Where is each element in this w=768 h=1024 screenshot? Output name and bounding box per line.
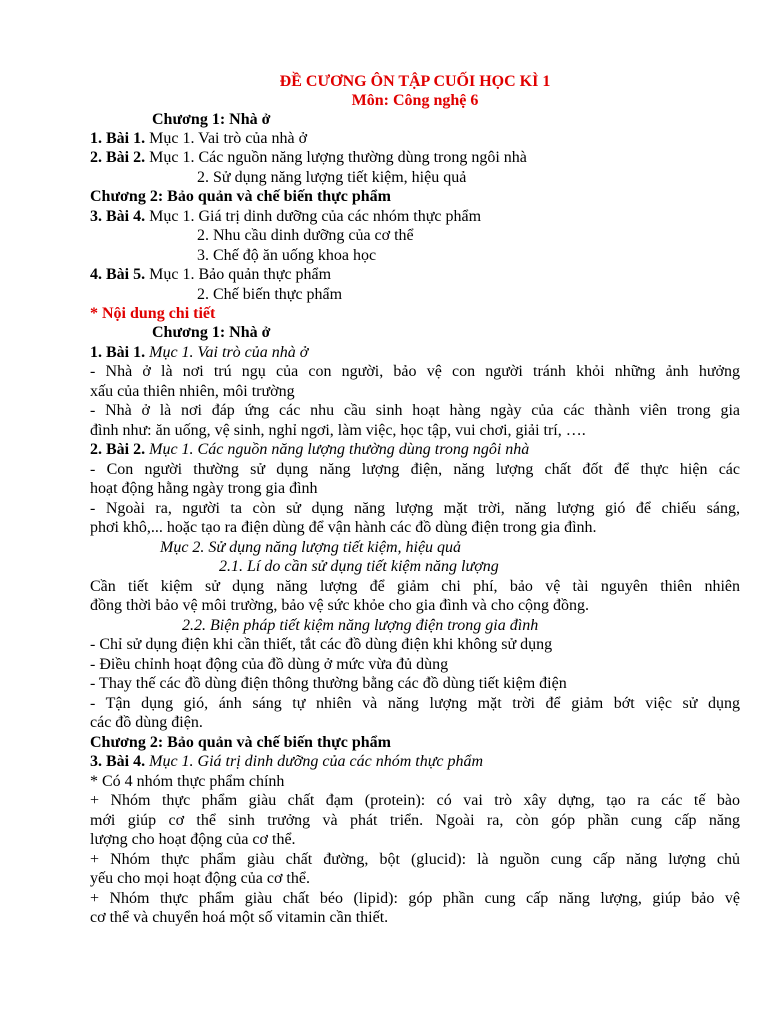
outline-chapter-2: Chương 2: Bảo quản và chế biến thực phẩm bbox=[90, 188, 392, 205]
paragraph-line: mới giúp cơ thể sinh trưởng và phát triển. Ngoài ra, còn góp phần cung cấp năng bbox=[90, 812, 740, 829]
paragraph-line: hoạt động hằng ngày trong gia đình bbox=[90, 480, 318, 497]
paragraph-line: yếu cho mọi hoạt động của cơ thể. bbox=[90, 870, 310, 887]
detail-item-bai-2 bbox=[90, 440, 740, 460]
paragraph-line: Cần tiết kiệm sử dụng năng lượng để giảm chi phí, bảo vệ tài nguyên thiên nhiên bbox=[90, 578, 740, 595]
paragraph-line: - Nhà ở là nơi đáp ứng các nhu cầu sinh hoạt hàng ngày của các thành viên trong gia bbox=[90, 402, 740, 419]
bullet-line: - Thay thế các đồ dùng điện thông thường bằng các đồ dùng tiết kiệm điện bbox=[90, 675, 567, 692]
detail-chapter-1: Chương 1: Nhà ở bbox=[152, 324, 271, 341]
outline-subitem: 2. Chế biến thực phẩm bbox=[197, 286, 343, 303]
item-text: Mục 1. Giá trị dinh dưỡng của các nhóm thực phẩm bbox=[145, 753, 484, 770]
paragraph-line: + Nhóm thực phẩm giàu chất đường, bột (glucid): là nguồn cung cấp năng lượng chủ bbox=[90, 851, 740, 868]
item-number: 3. Bài 4. bbox=[90, 753, 146, 770]
item-number: 4. Bài 5. bbox=[90, 266, 146, 283]
paragraph-line: - Con người thường sử dụng năng lượng điện, năng lượng chất đốt để thực hiện các bbox=[90, 461, 740, 478]
outline-item-bai-4 bbox=[90, 207, 740, 227]
item-text: Mục 1. Bảo quản thực phẩm bbox=[145, 266, 332, 283]
detail-item-bai-1 bbox=[90, 343, 740, 363]
paragraph-line: + Nhóm thực phẩm giàu chất béo (lipid): góp phần cung cấp năng lượng, giúp bảo vệ bbox=[90, 890, 740, 907]
item-number: 2. Bài 2. bbox=[90, 441, 146, 458]
outline-subitem: 2. Nhu cầu dinh dưỡng của cơ thể bbox=[197, 227, 414, 244]
item-number: 1. Bài 1. bbox=[90, 344, 146, 361]
subsection-2-2: 2.2. Biện pháp tiết kiệm năng lượng điện trong gia đình bbox=[182, 617, 539, 634]
outline-item-bai-2 bbox=[90, 148, 740, 168]
item-number: 1. Bài 1. bbox=[90, 130, 146, 147]
item-number: 3. Bài 4. bbox=[90, 208, 146, 225]
item-text: Mục 1. Các nguồn năng lượng thường dùng trong ngôi nhà bbox=[145, 149, 527, 166]
paragraph-line: - Nhà ở là nơi trú ngụ của con người, bảo vệ con người tránh khỏi những ảnh hưởng bbox=[90, 363, 740, 380]
outline-chapter-1: Chương 1: Nhà ở bbox=[152, 111, 271, 128]
detail-heading: * Nội dung chi tiết bbox=[90, 305, 216, 322]
document-title: ĐỀ CƯƠNG ÔN TẬP CUỐI HỌC KÌ 1 bbox=[279, 73, 551, 90]
paragraph-line: xấu của thiên nhiên, môi trường bbox=[90, 383, 295, 400]
item-text: Mục 1. Vai trò của nhà ở bbox=[145, 130, 308, 147]
outline-subitem: 2. Sử dụng năng lượng tiết kiệm, hiệu quả bbox=[197, 169, 467, 186]
bullet-line: - Tận dụng gió, ánh sáng tự nhiên và năng lượng mặt trời để giảm bớt việc sử dụng bbox=[90, 695, 740, 712]
item-text: Mục 1. Các nguồn năng lượng thường dùng trong ngôi nhà bbox=[145, 441, 530, 458]
subject-line: Môn: Công nghệ 6 bbox=[351, 92, 479, 109]
outline-item-bai-5 bbox=[90, 265, 740, 285]
paragraph-line: phơi khô,... hoặc tạo ra điện dùng để vận hành các đồ dùng điện trong gia đình. bbox=[90, 519, 597, 536]
detail-item-bai-4 bbox=[90, 752, 740, 772]
bullet-line: các đồ dùng điện. bbox=[90, 714, 203, 731]
paragraph-line: + Nhóm thực phẩm giàu chất đạm (protein): có vai trò xây dựng, tạo ra các tế bào bbox=[90, 792, 740, 809]
outline-item-bai-1 bbox=[90, 129, 740, 149]
paragraph-line: đồng thời bảo vệ môi trường, bảo vệ sức khỏe cho gia đình và cho cộng đồng. bbox=[90, 597, 590, 614]
paragraph-line: cơ thể và chuyển hoá một số vitamin cần thiết. bbox=[90, 909, 389, 926]
item-text: Mục 1. Vai trò của nhà ở bbox=[145, 344, 309, 361]
subsection-2-1: 2.1. Lí do cần sử dụng tiết kiệm năng lượng bbox=[219, 558, 499, 575]
section-muc-2: Mục 2. Sử dụng năng lượng tiết kiệm, hiệu quả bbox=[160, 539, 462, 556]
item-number: 2. Bài 2. bbox=[90, 149, 146, 166]
detail-chapter-2: Chương 2: Bảo quản và chế biến thực phẩm bbox=[90, 734, 392, 751]
paragraph-line: đình như: ăn uống, vệ sinh, nghỉ ngơi, làm việc, học tập, vui chơi, giải trí, …. bbox=[90, 422, 586, 439]
paragraph-line: * Có 4 nhóm thực phẩm chính bbox=[90, 773, 285, 790]
paragraph-line: - Ngoài ra, người ta còn sử dụng năng lượng mặt trời, năng lượng gió để chiếu sáng, bbox=[90, 500, 740, 517]
paragraph-line: lượng cho hoạt động của cơ thể. bbox=[90, 831, 296, 848]
outline-subitem: 3. Chế độ ăn uống khoa học bbox=[197, 247, 377, 264]
item-text: Mục 1. Giá trị dinh dưỡng của các nhóm thực phẩm bbox=[145, 208, 482, 225]
bullet-line: - Chỉ sử dụng điện khi cần thiết, tắt các đồ dùng điện khi không sử dụng bbox=[90, 636, 553, 653]
bullet-line: - Điều chỉnh hoạt động của đồ dùng ở mức vừa đủ dùng bbox=[90, 656, 449, 673]
